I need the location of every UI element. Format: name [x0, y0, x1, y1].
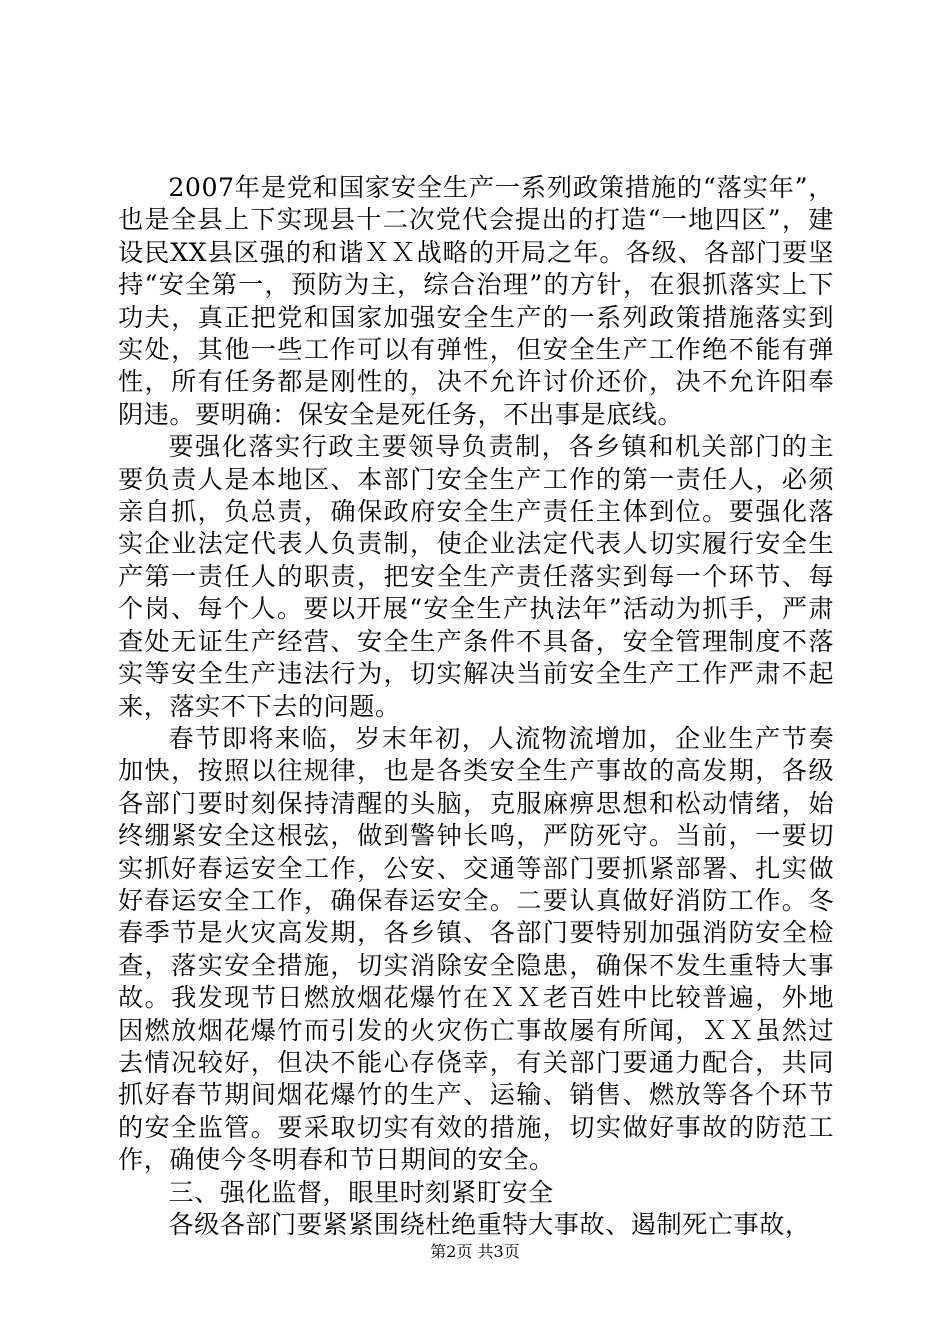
paragraph-4: 各级各部门要紧紧围绕杜绝重特大事故、遏制死亡事故，	[168, 1210, 811, 1239]
document-body	[118, 172, 834, 1241]
paragraph-3: 春节即将来临，岁末年初，人流物流增加，企业生产节奏加快，按照以往规律，也是各类安全生产事故的高发期，各级各部门要时刻保持清醒的头脑，克服麻痹思想和松动情绪，始终绷紧安全这根弦，做到警钟长鸣，严防死守。当前，一要切实抓好春运安全工作，公安、交通等部门要抓紧部署、扎实做好春运安全工作，确保春运安全。二要认真做好消防工作。冬春季节是火灾高发期，各乡镇、各部门要特别加强消防安全检查，落实安全措施，切实消除安全隐患，确保不发生重特大事故。我发现节日燃放烟花爆竹在ＸＸ老百姓中比较普遍，外地因燃放烟花爆竹而引发的火灾伤亡事故屡有所闻，ＸＸ虽然过去情况较好，但决不能心存侥幸，有关部门要通力配合，共同抓好春节期间烟花爆竹的生产、运输、销售、燃放等各个环节的安全监管。要采取切实有效的措施，切实做好事故的防范工作，确使今冬明春和节日期间的安全。	[118, 723, 834, 1175]
paragraph-1: 2007年是党和国家安全生产一系列政策措施的“落实年”，也是全县上下实现县十二次党代会提出的打造“一地四区”，建设民XX县区强的和谐ＸＸ战略的开局之年。各级、各部门要坚持“安全第一，预防为主，综合治理”的方针，在狠抓落实上下功夫，真正把党和国家加强安全生产的一系列政策措施落实到实处，其他一些工作可以有弹性，但安全生产工作绝不能有弹性，所有任务都是刚性的，决不允许讨价还价，决不允许阳奉阴违。要明确：保安全是死任务，不出事是底线。	[118, 173, 834, 429]
section-heading: 三、强化监督，眼里时刻紧盯安全	[168, 1177, 554, 1207]
page-footer	[0, 1242, 950, 1262]
paragraph-2: 要强化落实行政主要领导负责制，各乡镇和机关部门的主要负责人是本地区、本部门安全生产工作的第一责任人，必须亲自抓，负总责，确保政府安全生产责任主体到位。要强化落实企业法定代表人负责制，使企业法定代表人切实履行安全生产第一责任人的职责，把安全生产责任落实到每一个环节、每个岗、每个人。要以开展“安全生产执法年”活动为抓手，严肃查处无证生产经营、安全生产条件不具备，安全管理制度不落实等安全生产违法行为，切实解决当前安全生产工作严肃不起来，落实不下去的问题。	[118, 432, 834, 721]
page-number-label: 第2页 共3页	[430, 1242, 520, 1261]
